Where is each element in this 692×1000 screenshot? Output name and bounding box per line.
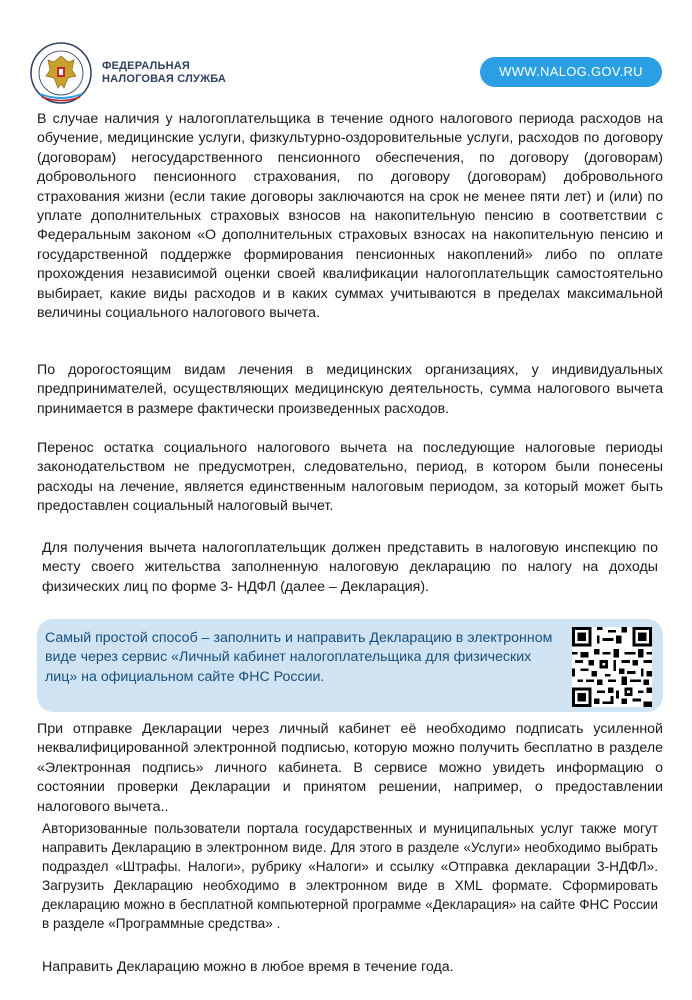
callout-text: Самый простой способ – заполнить и направить Декларацию в электронном виде через сервис «Личный кабинет налогоплательщика для физических лиц» на официальном сайте ФНС России. [45, 630, 553, 685]
paragraph-gosuslugi-info: Авторизованные пользователи портала государственных и муниципальных услуг также могут направить Декларацию в электронном виде. Для этого в разделе «Услуги» необходимо выбрать подраздел «Штрафы. Налоги», рубрику «Налоги» и ссылку «Отправка декларации 3-НДФЛ». Загрузить Декларацию необходимо в электронном виде в XML формате. Сформировать декларацию можно в бесплатной компьютерной программе «Декларация» на сайте ФНС России в разделе «Программные средства» . [42, 821, 658, 931]
page-header [0, 0, 692, 110]
paragraph-expensive-treatment: По дорогостоящим видам лечения в медицинских организациях, у индивидуальных предпринимателей, осуществляющих медицинскую деятельность, сумма налогового вычета принимается в размере фактически произведенных расходов. [37, 362, 663, 417]
paragraph-declaration-submission: Для получения вычета налогоплательщик должен представить в налоговую инспекцию по месту своего жительства заполненную налоговую декларацию по налогу на доходы физических лиц по форме 3- НДФЛ (далее – Декларация). [42, 540, 658, 595]
org-line-1: ФЕДЕРАЛЬНАЯ [102, 60, 190, 72]
qr-code-icon[interactable] [572, 627, 652, 707]
paragraph-any-time: Направить Декларацию можно в любое время в течение года. [42, 959, 454, 975]
website-link-button[interactable]: WWW.NALOG.GOV.RU [480, 57, 662, 87]
organization-name [102, 60, 226, 86]
paragraph-carryover: Перенос остатка социального налогового вычета на последующие налоговые периоды законодательством не предусмотрен, следовательно, период, в котором были понесены расходы на лечение, является единственным налоговым периодом, за который может быть предоставлен социальный налоговый вычет. [37, 440, 663, 515]
callout-personal-account [37, 619, 663, 712]
org-line-2: НАЛОГОВАЯ СЛУЖБА [102, 73, 227, 85]
fns-emblem-logo [30, 42, 92, 104]
paragraph-social-deduction-expenses: В случае наличия у налогоплательщика в течение одного налогового периода расходов на обучение, медицинские услуги, физкультурно-оздоровительные услуги, расходов по договору (договорам) негосударственного пенсионного обеспечения, по договору (договорам) добровольного пенсионного страхования, по договору (договорам) добровольного страхования жизни (если такие договоры заключаются на срок не менее пяти лет) и (или) по уплате дополнительных страховых взносов на накопительную пенсию в соответствии с Федеральным законом «О дополнительных страховых взносах на накопительную пенсию и государственной поддержке формирования пенсионных накоплений» либо по оплате прохождения независимой оценки своей квалификации налогоплательщик самостоятельно выбирает, какие виды расходов и в каких суммах учитываются в пределах максимальной величины социального налогового вычета. [37, 111, 663, 322]
paragraph-signature-info: При отправке Декларации через личный кабинет её необходимо подписать усиленной неквалифицированной электронной подписью, которую можно получить бесплатно в разделе «Электронная подпись» личного кабинета. В сервисе можно увидеть информацию о состоянии проверки Декларации и принятом решении, например, о предоставлении налогового вычета.. [37, 721, 663, 815]
